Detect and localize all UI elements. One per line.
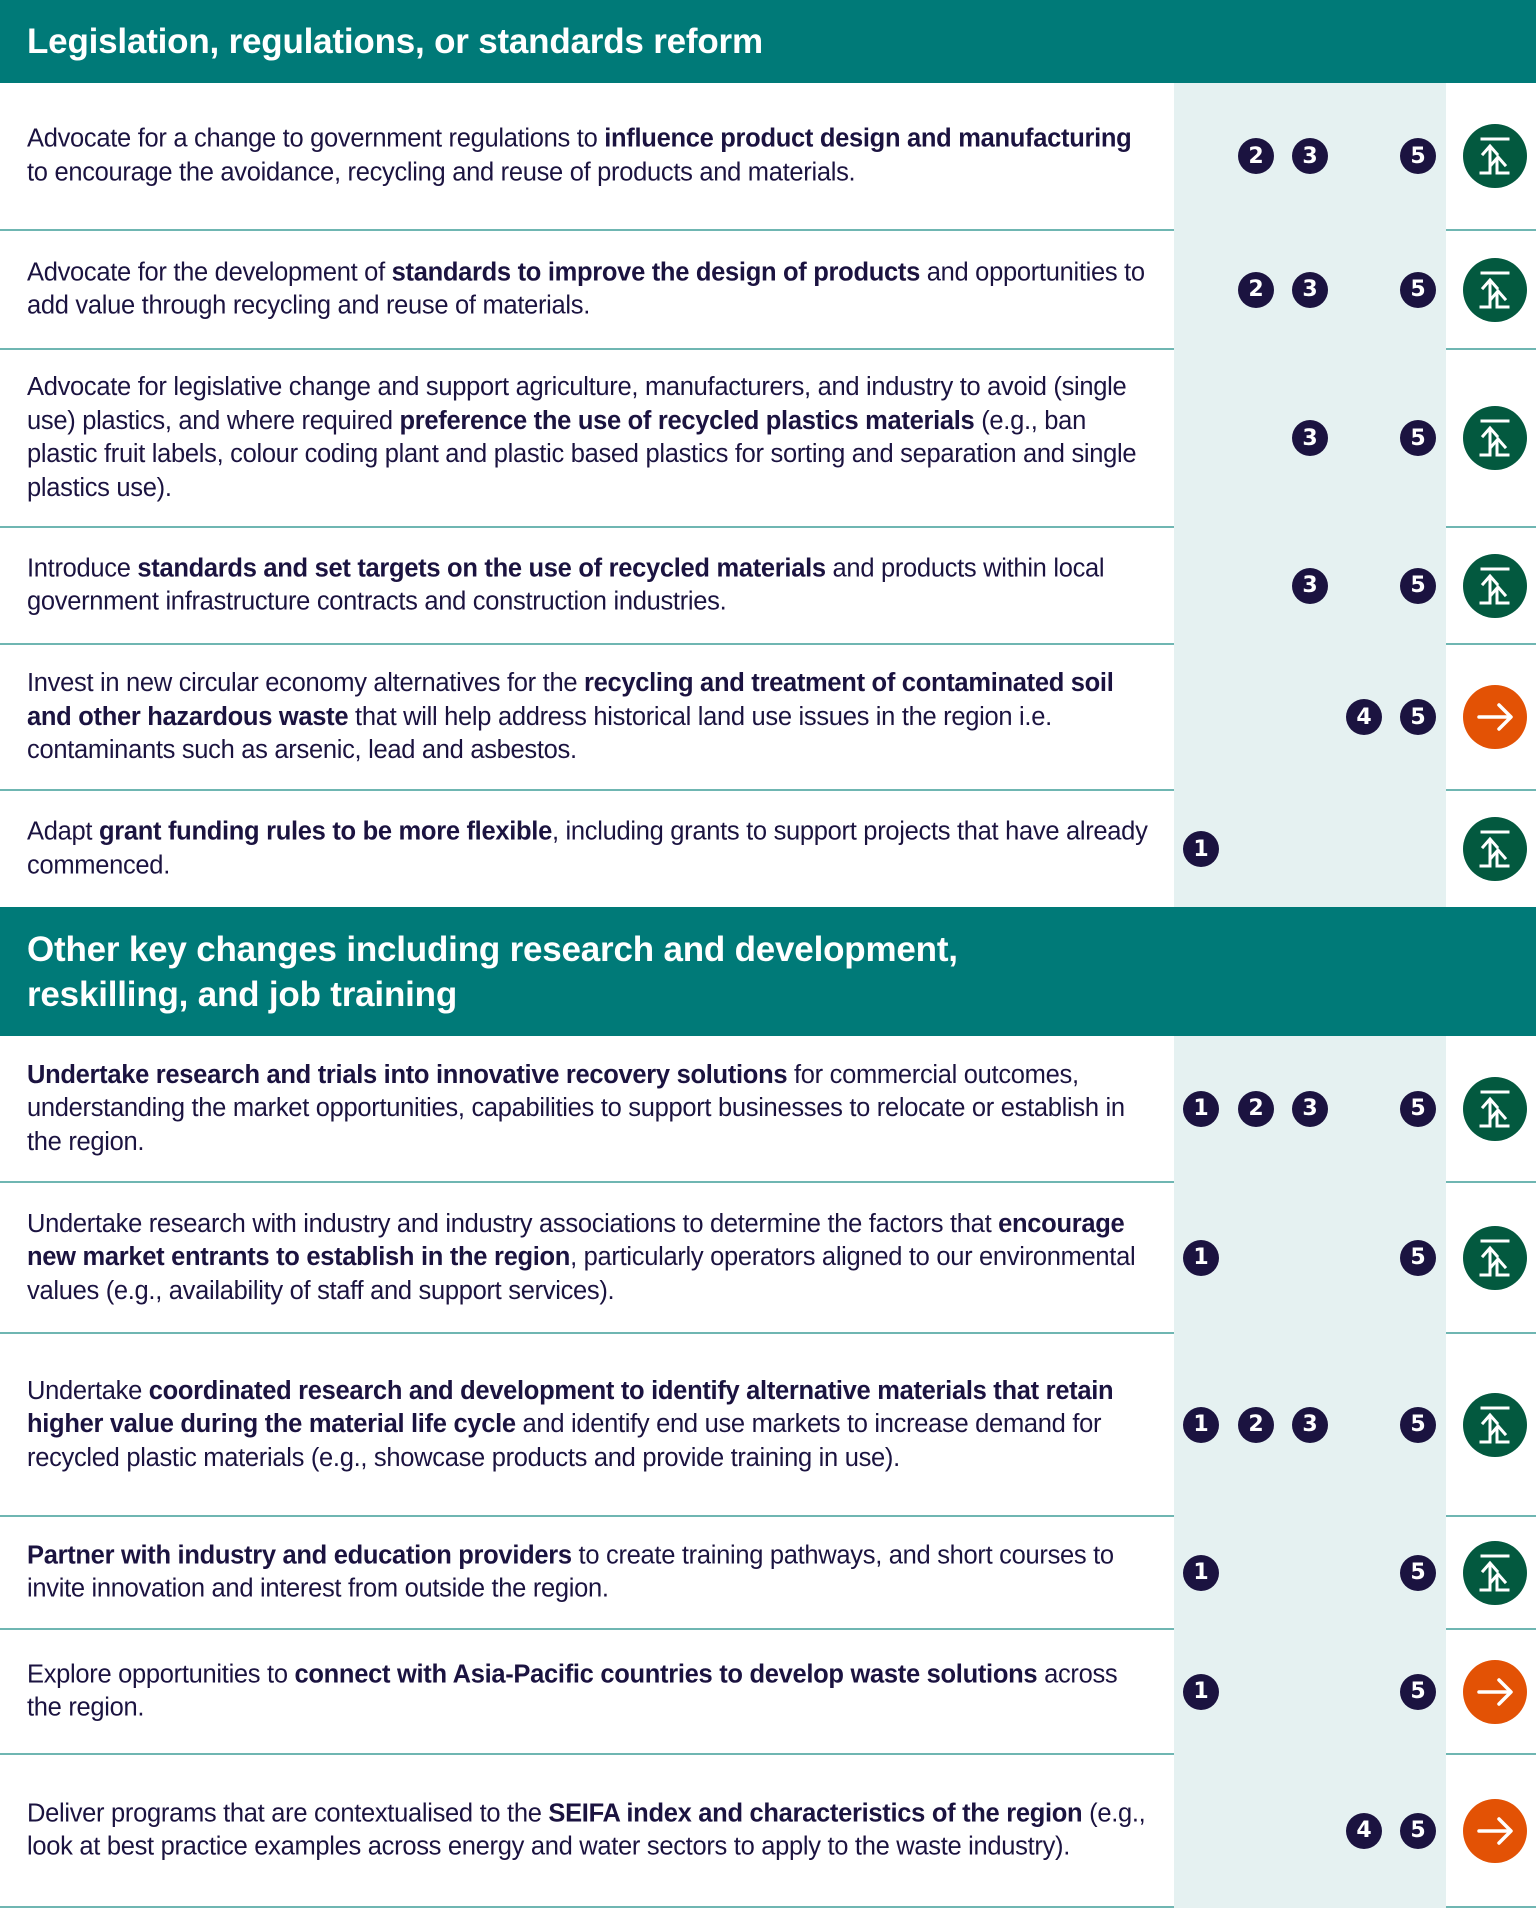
number-badge-5: 5	[1400, 138, 1436, 174]
section-title-line-1: Other key changes including research and development,	[27, 929, 958, 969]
bold-text-segment: encourage new market entrants to establish in the region	[27, 1209, 1125, 1271]
bold-text-segment: standards and set targets on the use of recycled materials	[137, 554, 826, 582]
row-text	[27, 123, 1157, 190]
text-segment: Undertake research with industry and industry associations to determine the factors that	[27, 1209, 999, 1238]
number-badge-3: 3	[1292, 568, 1328, 604]
table-row	[0, 231, 1536, 350]
row-text	[27, 552, 1157, 619]
text-segment: across the region.	[27, 1660, 1118, 1722]
bold-text-segment: coordinated research and development to identify alternative materials that retain higher value during the material life cycle	[27, 1376, 1114, 1438]
number-badge-5: 5	[1400, 1674, 1436, 1710]
orange-right-arrow-icon	[1463, 1799, 1527, 1863]
table-row	[0, 1036, 1536, 1183]
section-header-legislation	[0, 0, 1536, 83]
number-badge-2: 2	[1238, 1407, 1274, 1443]
bold-text-segment: influence product design and manufacturing	[604, 124, 1132, 153]
text-segment: and products within local government infrastructure contracts and construction industries.	[27, 554, 1105, 616]
green-upward-arrows-icon	[1463, 1077, 1527, 1141]
bold-text-segment: Partner with industry and education providers	[27, 1541, 572, 1569]
number-badge-2: 2	[1238, 1091, 1274, 1127]
row-text	[27, 1539, 1157, 1606]
bold-text-segment: connect with Asia-Pacific countries to develop waste solutions	[294, 1660, 1038, 1688]
number-badge-1: 1	[1183, 1674, 1219, 1710]
green-upward-arrows-icon	[1463, 406, 1527, 470]
number-badge-5: 5	[1400, 1813, 1436, 1849]
number-badge-5: 5	[1400, 1407, 1436, 1443]
number-badge-5: 5	[1400, 699, 1436, 735]
bold-text-segment: SEIFA index and characteristics of the region	[548, 1799, 1083, 1827]
number-badge-3: 3	[1292, 1407, 1328, 1443]
number-badge-5: 5	[1400, 1091, 1436, 1127]
text-segment: Advocate for the development of	[27, 258, 392, 286]
number-badge-1: 1	[1183, 1240, 1219, 1276]
row-text	[27, 1207, 1157, 1308]
bold-text-segment: grant funding rules to be more flexible	[98, 817, 552, 846]
number-badge-5: 5	[1400, 420, 1436, 456]
orange-right-arrow-icon	[1463, 685, 1527, 749]
text-segment: Deliver programs that are contextualised to the	[27, 1799, 549, 1827]
section-title-line-2: reskilling, and job training	[27, 974, 458, 1014]
text-segment: and opportunities to add value through recycling and reuse of materials.	[27, 258, 1145, 320]
table-row	[0, 1334, 1536, 1517]
text-segment: (e.g., look at best practice examples across energy and water sectors to apply to the waste industry).	[27, 1799, 1146, 1861]
row-text	[27, 1374, 1157, 1475]
text-segment: (e.g., ban plastic fruit labels, colour coding plant and plastic based plastics for sorting and separation and single plastics use).	[27, 406, 1137, 502]
number-badge-5: 5	[1400, 1240, 1436, 1276]
section-title: Legislation, regulations, or standards reform	[27, 22, 763, 61]
row-text	[27, 1797, 1157, 1864]
section-header-research-reskilling	[0, 907, 1536, 1036]
orange-right-arrow-icon	[1463, 1660, 1527, 1724]
number-badge-5: 5	[1400, 272, 1436, 308]
text-segment: Undertake	[27, 1376, 149, 1405]
text-segment: Advocate for a change to government regulations to	[27, 124, 605, 153]
text-segment: for commercial outcomes, understanding the market opportunities, capabilities to support businesses to relocate or establish in the region.	[27, 1060, 1125, 1156]
table-row	[0, 1183, 1536, 1334]
green-upward-arrows-icon	[1463, 258, 1527, 322]
green-upward-arrows-icon	[1463, 124, 1527, 188]
text-segment: Explore opportunities to	[27, 1660, 295, 1688]
green-upward-arrows-icon	[1463, 1393, 1527, 1457]
number-badge-1: 1	[1183, 831, 1219, 867]
number-badge-3: 3	[1292, 1091, 1328, 1127]
green-upward-arrows-icon	[1463, 1226, 1527, 1290]
number-badge-1: 1	[1183, 1555, 1219, 1591]
number-badge-2: 2	[1238, 138, 1274, 174]
number-badge-3: 3	[1292, 138, 1328, 174]
bold-text-segment: preference the use of recycled plastics materials	[399, 406, 975, 435]
green-upward-arrows-icon	[1463, 1541, 1527, 1605]
text-segment: Advocate for legislative change and support agriculture, manufacturers, and industry to avoid (single use) plastics, and where required	[27, 373, 1127, 435]
text-segment: Introduce	[27, 554, 138, 582]
row-text	[27, 1058, 1157, 1159]
text-segment: to create training pathways, and short courses to invite innovation and interest from outside the region.	[27, 1541, 1114, 1603]
row-text	[27, 667, 1157, 768]
table-row	[0, 350, 1536, 528]
row-text	[27, 371, 1157, 505]
text-segment: Invest in new circular economy alternatives for the	[27, 668, 584, 697]
table-row	[0, 1517, 1536, 1630]
text-segment: and identify end use markets to increase demand for recycled plastic materials (e.g., showcase products and provide training in use).	[27, 1409, 1102, 1472]
table-row	[0, 1755, 1536, 1908]
table-row	[0, 645, 1536, 791]
green-upward-arrows-icon	[1463, 554, 1527, 618]
table-row	[0, 1630, 1536, 1755]
table-row	[0, 528, 1536, 645]
green-upward-arrows-icon	[1463, 817, 1527, 881]
bold-text-segment: Undertake research and trials into innovative recovery solutions	[27, 1060, 788, 1089]
number-badge-5: 5	[1400, 1555, 1436, 1591]
bold-text-segment: recycling and treatment of contaminated soil and other hazardous waste	[27, 668, 1114, 731]
number-badge-4: 4	[1346, 699, 1382, 735]
table-row	[0, 83, 1536, 231]
row-text	[27, 256, 1157, 323]
text-segment: , particularly operators aligned to our environmental values (e.g., availability of staff and support services).	[27, 1242, 1136, 1305]
text-segment: that will help address historical land use issues in the region i.e. contaminants such as arsenic, lead and asbestos.	[27, 702, 1052, 764]
text-segment: Adapt	[27, 817, 99, 846]
text-segment: , including grants to support projects that have already commenced.	[27, 817, 1148, 879]
number-badge-1: 1	[1183, 1091, 1219, 1127]
number-badge-1: 1	[1183, 1407, 1219, 1443]
table-row	[0, 791, 1536, 907]
number-badge-3: 3	[1292, 420, 1328, 456]
number-badge-3: 3	[1292, 272, 1328, 308]
bold-text-segment: standards to improve the design of products	[391, 258, 920, 286]
number-badge-5: 5	[1400, 568, 1436, 604]
text-segment: to encourage the avoidance, recycling and reuse of products and materials.	[27, 158, 856, 186]
number-badge-4: 4	[1346, 1813, 1382, 1849]
number-badge-2: 2	[1238, 272, 1274, 308]
row-text	[27, 816, 1157, 883]
row-text	[27, 1658, 1157, 1725]
